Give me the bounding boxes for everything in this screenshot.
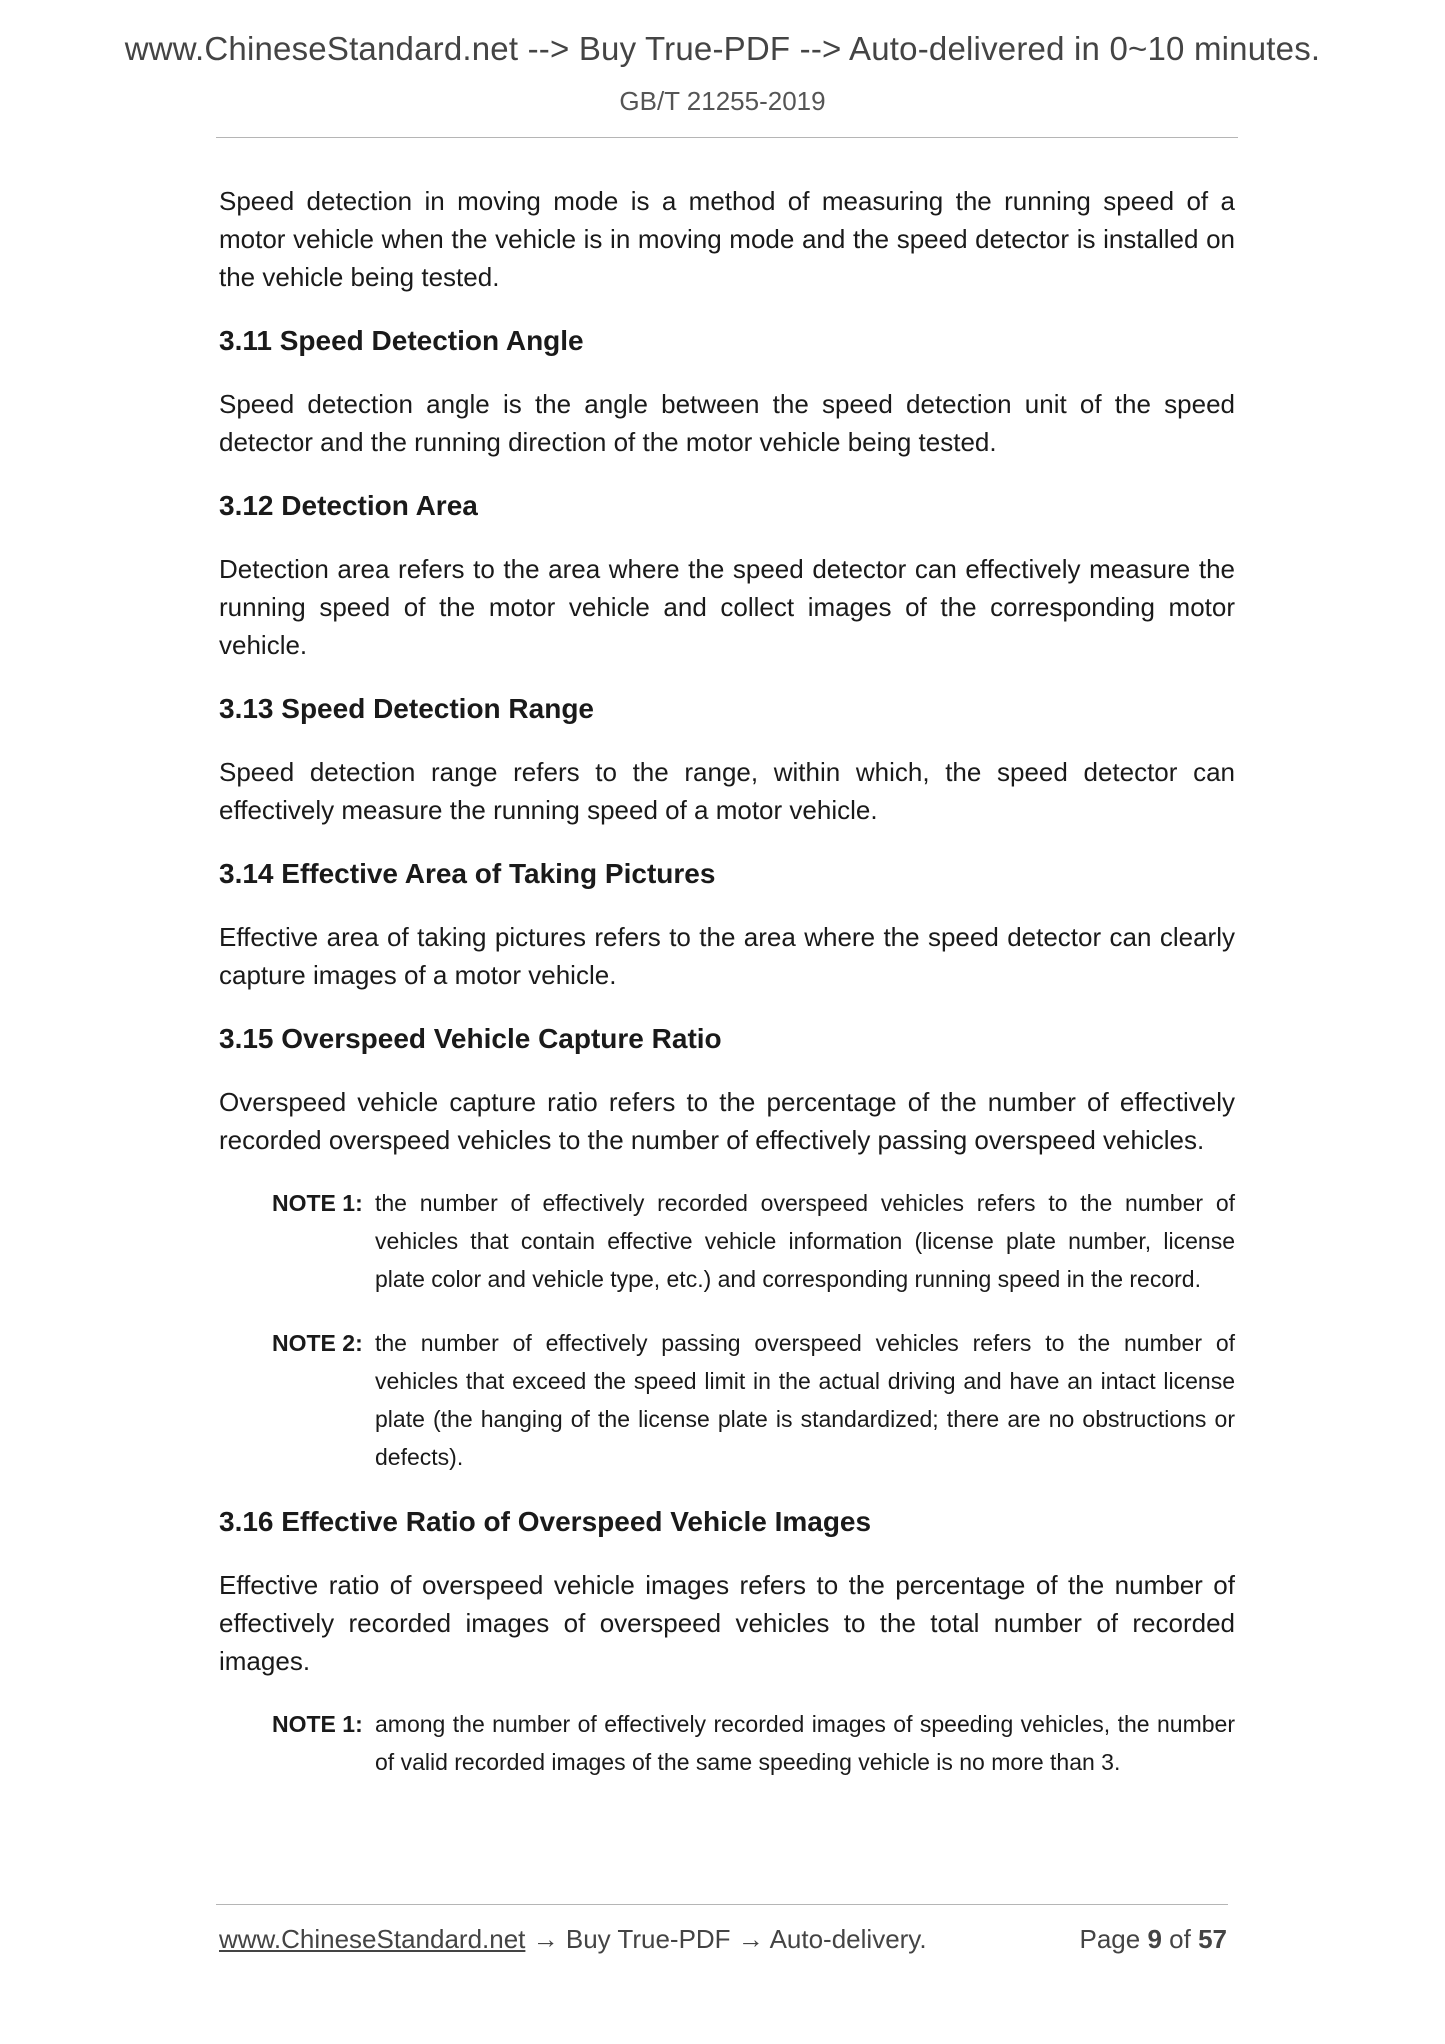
footer-tail-text: → Buy True-PDF → Auto-delivery. <box>525 1924 927 1954</box>
note-label: NOTE 1: <box>272 1190 363 1216</box>
paragraph-3-13: Speed detection range refers to the range, within which, the speed detector can effectively measure the running speed of a motor vehicle. <box>219 757 1235 825</box>
header-divider <box>216 137 1238 138</box>
heading-3-12: 3.12 Detection Area <box>219 490 478 521</box>
footer-link[interactable]: www.ChineseStandard.net <box>219 1924 526 1954</box>
paragraph-3-16: Effective ratio of overspeed vehicle images refers to the percentage of the number of effectively recorded images of overspeed vehicles to the total number of recorded images. <box>219 1570 1235 1676</box>
standard-code: GB/T 21255-2019 <box>619 86 826 116</box>
footer-divider <box>216 1904 1228 1905</box>
heading-3-11: 3.11 Speed Detection Angle <box>219 325 584 356</box>
paragraph-3-14: Effective area of taking pictures refers to the area where the speed detector can clearly capture images of a motor vehicle. <box>219 922 1235 990</box>
paragraph-3-15: Overspeed vehicle capture ratio refers to the percentage of the number of effectively recorded overspeed vehicles to the number of effectively passing overspeed vehicles. <box>219 1087 1235 1155</box>
of-word: of <box>1169 1924 1191 1954</box>
page-footer <box>219 1924 1227 1955</box>
note-label: NOTE 1: <box>272 1711 363 1737</box>
note-label: NOTE 2: <box>272 1330 363 1356</box>
heading-3-15: 3.15 Overspeed Vehicle Capture Ratio <box>219 1023 722 1054</box>
note-3-16-1 <box>272 1705 1235 1781</box>
footer-left <box>219 1924 927 1955</box>
paragraph-3-12: Detection area refers to the area where the speed detector can effectively measure the running speed of the motor vehicle and collect images of the corresponding motor vehicle. <box>219 554 1235 660</box>
heading-3-13: 3.13 Speed Detection Range <box>219 693 595 724</box>
page-word: Page <box>1079 1924 1141 1954</box>
intro-paragraph: Speed detection in moving mode is a method of measuring the running speed of a motor vehicle when the vehicle is in moving mode and the speed detector is installed on the vehicle being tested. <box>219 186 1235 292</box>
page-current: 9 <box>1147 1924 1162 1954</box>
note-text: among the number of effectively recorded images of speeding vehicles, the number of valid recorded images of the same speeding vehicle is no more than 3. <box>375 1711 1235 1775</box>
note-text: the number of effectively recorded overspeed vehicles refers to the number of vehicles that contain effective vehicle information (license plate number, license plate color and vehicle type, etc.) and corresponding running speed in the record. <box>375 1190 1235 1292</box>
page-indicator <box>1079 1924 1227 1955</box>
heading-3-14: 3.14 Effective Area of Taking Pictures <box>219 858 716 889</box>
note-3-15-1 <box>272 1184 1235 1298</box>
note-3-15-2 <box>272 1324 1235 1476</box>
page-total: 57 <box>1198 1924 1227 1954</box>
page-content <box>219 182 1235 1807</box>
paragraph-3-11: Speed detection angle is the angle between the speed detection unit of the speed detector and the running direction of the motor vehicle being tested. <box>219 389 1235 457</box>
heading-3-16: 3.16 Effective Ratio of Overspeed Vehicle Images <box>219 1506 872 1537</box>
top-banner: www.ChineseStandard.net --> Buy True-PDF --> Auto-delivered in 0~10 minutes. <box>124 30 1321 67</box>
note-text: the number of effectively passing overspeed vehicles refers to the number of vehicles that exceed the speed limit in the actual driving and have an intact license plate (the hanging of the license plate is standardized; there are no obstructions or defects). <box>375 1330 1235 1470</box>
